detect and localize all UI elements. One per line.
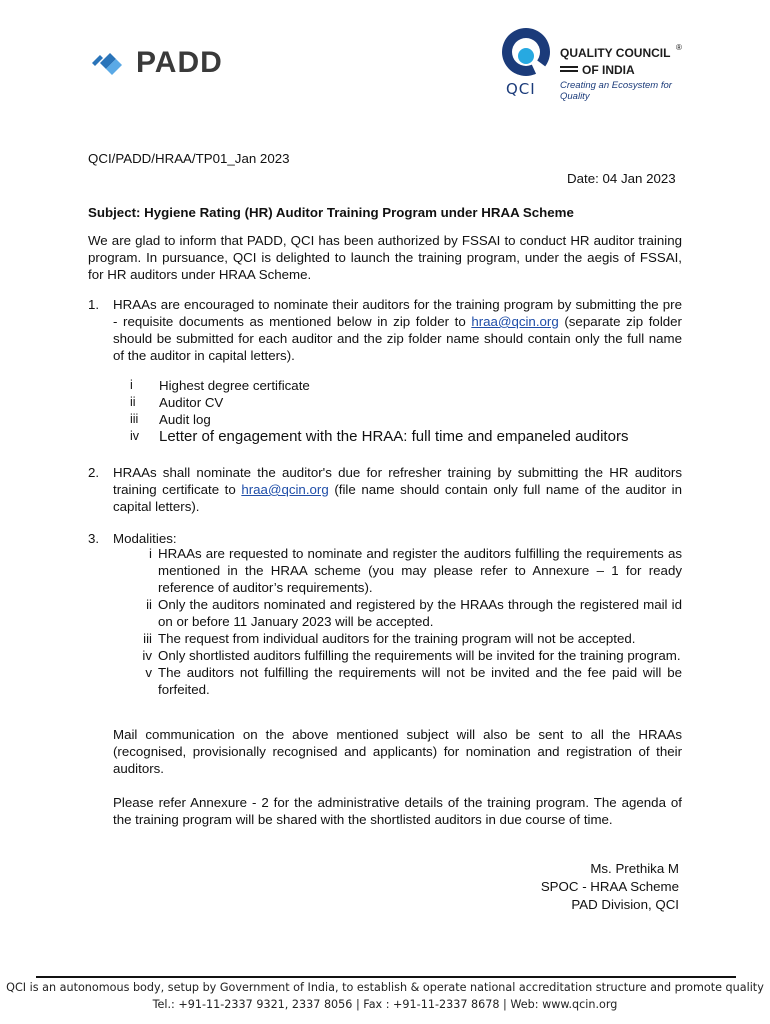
letter-date: Date: 04 Jan 2023 [567, 171, 676, 186]
list-item [130, 664, 682, 698]
doc-text: Audit log [159, 412, 211, 427]
modality-text: HRAAs are requested to nominate and register the auditors fulfilling the requirements as mentioned in the HRAA scheme (you may please refer to Annexure – 1 for ready reference of auditor’s requirements). [158, 546, 682, 595]
item-number: 2. [88, 465, 100, 480]
doc-text: Letter of engagement with the HRAA: full time and empaneled auditors [159, 428, 629, 445]
item2-text-before: HRAAs shall nominate the auditor's due for refresher training by submitting the HR auditors training certificate to [113, 465, 682, 497]
padd-logo [90, 46, 223, 80]
qci-rule-upper [560, 66, 578, 68]
modality-number: ii [146, 597, 152, 612]
annexure-paragraph: Please refer Annexure - 2 for the administrative details of the training program. The agenda of the training program will be shared with the shortlisted auditors in due course of time. [113, 795, 682, 827]
modality-text: The auditors not fulfilling the requirements will not be invited and the fee paid will be forfeited. [158, 665, 682, 697]
doc-text: Auditor CV [159, 395, 224, 410]
reference-number: QCI/PADD/HRAA/TP01_Jan 2023 [88, 151, 290, 166]
doc-text: Highest degree certificate [159, 378, 310, 393]
list-item-2 [88, 464, 682, 515]
modality-text: Only the auditors nominated and registered by the HRAAs through the registered mail id on or before 11 January 2023 will be accepted. [158, 597, 682, 629]
footer-statement: QCI is an autonomous body, setup by Government of India, to establish & operate national accreditation structure and promote quality [6, 981, 764, 994]
modality-text: The request from individual auditors for the training program will not be accepted. [158, 631, 636, 646]
doc-number: ii [130, 395, 136, 409]
footer-contact: Tel.: +91-11-2337 9321, 2337 8056 | Fax : +91-11-2337 8678 | Web: www.qcin.org [152, 998, 618, 1011]
qci-name-line2: OF INDIA [582, 63, 635, 77]
item-body [113, 296, 682, 364]
footer-divider [36, 976, 736, 978]
list-item [130, 630, 682, 647]
padd-logo-text: PADD [136, 46, 223, 79]
subject-line: Subject: Hygiene Rating (HR) Auditor Training Program under HRAA Scheme [88, 205, 574, 220]
item2-text-after: (file name should contain only full name of the auditor in capital letters). [113, 482, 683, 514]
intro-paragraph: We are glad to inform that PADD, QCI has been authorized by FSSAI to conduct HR auditor training program. In pursuance, QCI is delighted to launch the training program, under the aegis of FSSAI, for HR auditors under HRAA Scheme. [88, 233, 682, 282]
doc-number: iv [130, 429, 140, 443]
modalities-list [130, 545, 682, 698]
qci-tagline: Creating an Ecosystem for Quality [560, 80, 672, 102]
qci-logo [498, 26, 698, 102]
list-item-1 [88, 296, 682, 364]
item-number: 3. [88, 531, 100, 546]
qci-name-line1: QUALITY COUNCIL [560, 46, 671, 60]
signature-block [541, 860, 679, 913]
doc-number: i [130, 378, 133, 392]
mail-communication-paragraph: Mail communication on the above mentioned subject will also be sent to all the HRAAs (recognised, provisionally recognised and applicants) for nomination and registration of their auditors. [113, 727, 682, 776]
list-item [130, 545, 682, 596]
item-body [113, 464, 682, 515]
modality-number: i [149, 546, 152, 561]
modality-number: iii [143, 631, 152, 646]
modality-number: v [145, 665, 152, 680]
qci-emblem-icon [498, 26, 558, 82]
qci-rule-lower [560, 70, 578, 72]
registered-mark: ® [676, 43, 682, 52]
doc-number: iii [130, 412, 139, 426]
item1-text-before: HRAAs are encouraged to nominate their auditors for the training program by submitting the pre - requisite documents as mentioned below in zip folder to [113, 297, 682, 329]
item1-text-after: (separate zip folder should be submitted for each auditor and the zip folder name should contain only the full name of the auditor in capital letters). [113, 314, 682, 363]
signatory-name: Ms. Prethika M [590, 861, 679, 876]
item-number: 1. [88, 297, 100, 312]
modalities-heading: Modalities: [113, 531, 177, 546]
qci-acronym: QCI [506, 80, 536, 98]
list-item [130, 596, 682, 630]
email-link[interactable]: hraa@qcin.org [241, 482, 329, 497]
modality-text: Only shortlisted auditors fulfilling the requirements will be invited for the training program. [158, 648, 681, 663]
padd-diamond-icon [90, 48, 130, 78]
modality-number: iv [142, 648, 152, 663]
list-item [130, 647, 682, 664]
signatory-role: SPOC - HRAA Scheme [540, 879, 679, 894]
signatory-division: PAD Division, QCI [571, 897, 679, 912]
email-link[interactable]: hraa@qcin.org [471, 314, 559, 329]
